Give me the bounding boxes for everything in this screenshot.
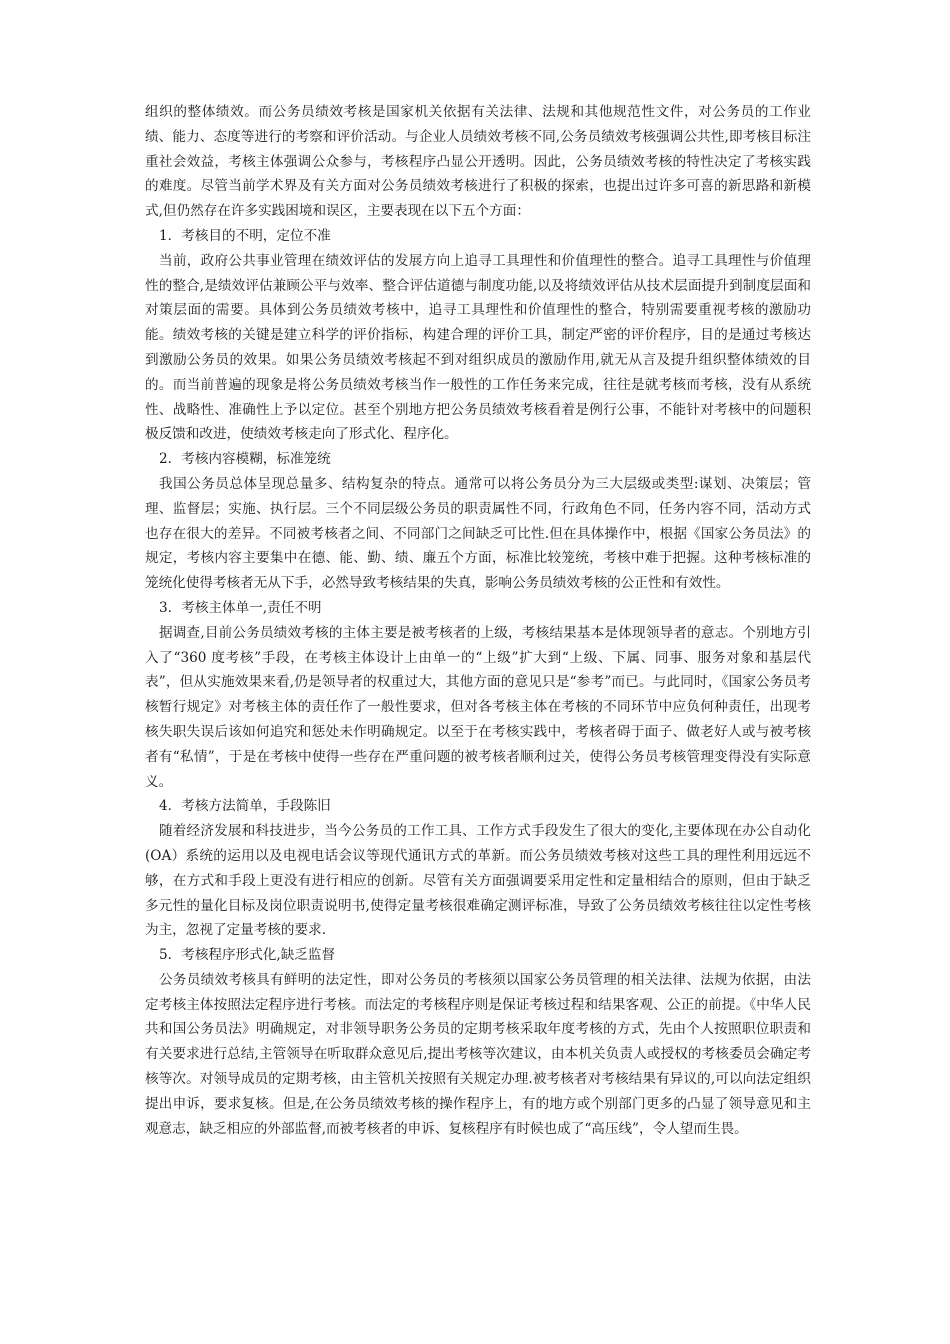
section-heading-2: 2．考核内容模糊，标准笼统	[159, 451, 331, 468]
document-page	[145, 100, 811, 1141]
section-body-5: 公务员绩效考核具有鲜明的法定性，即对公务员的考核须以国家公务员管理的相关法律、法规为依据，由法定考核主体按照法定程序进行考核。而法定的考核程序则是保证考核过程和结果客观、公正的前提。《中华人民共和国公务员法》明确规定，对非领导职务公务员的定期考核采取年度考核的方式，先由个人按照职位职责和有关要求进行总结,主管领导在听取群众意见后,提出考核等次建议，由本机关负责人或授权的考核委员会确定考核等次。对领导成员的定期考核，由主管机关按照有关规定办理.被考核者对考核结果有异议的,可以向法定组织提出申诉，要求复核。但是,在公务员绩效考核的操作程序上，有的地方或个别部门更多的凸显了领导意见和主观意志，缺乏相应的外部监督,而被考核者的申诉、复核程序有时候也成了“高压线”，令人望而生畏。	[145, 971, 811, 1137]
section-body-3: 据调查,目前公务员绩效考核的主体主要是被考核者的上级，考核结果基本是体现领导者的意志。个别地方引入了“360 度考核”手段，在考核主体设计上由单一的“上级”扩大到“上级、下属、同事、服务对象和基层代表”，但从实施效果来看,仍是领导者的权重过大，其他方面的意见只是“参考”而已。与此同时，《国家公务员考核暂行规定》对考核主体的责任作了一般性要求，但对各考核主体在考核的不同环节中应负何种责任，出现考核失职失误后该如何追究和惩处未作明确规定。以至于在考核实践中，考核者碍于面子、做老好人或与被考核者有“私情”，于是在考核中使得一些存在严重问题的被考核者顺利过关，使得公务员考核管理变得没有实际意义。	[145, 624, 811, 790]
section-heading-3: 3．考核主体单一,责任不明	[159, 599, 322, 616]
section-heading-1: 1．考核目的不明，定位不准	[159, 227, 331, 244]
section-body-4: 随着经济发展和科技进步，当今公务员的工作工具、工作方式手段发生了很大的变化,主要体现在办公自动化(OA）系统的运用以及电视电话会议等现代通讯方式的革新。而公务员绩效考核对这些工具的理性利用远远不够，在方式和手段上更没有进行相应的创新。尽管有关方面强调要采用定性和定量相结合的原则，但由于缺乏多元性的量化目标及岗位职责说明书,使得定量考核很难确定测评标准，导致了公务员绩效考核往往以定性考核为主，忽视了定量考核的要求.	[145, 823, 811, 939]
section-heading-5: 5．考核程序形式化,缺乏监督	[159, 947, 336, 964]
section-body-2: 我国公务员总体呈现总量多、结构复杂的特点。通常可以将公务员分为三大层级或类型:谋划、决策层；管理、监督层；实施、执行层。三个不同层级公务员的职责属性不同，行政角色不同，任务内容不同，活动方式也存在很大的差异。不同被考核者之间、不同部门之间缺乏可比性.但在具体操作中，根据《国家公务员法》的规定，考核内容主要集中在德、能、勤、绩、廉五个方面，标准比较笼统，考核中难于把握。这种考核标准的笼统化使得考核者无从下手，必然导致考核结果的失真，影响公务员绩效考核的公正性和有效性。	[145, 475, 811, 592]
section-body-1: 当前，政府公共事业管理在绩效评估的发展方向上追寻工具理性和价值理性的整合。追寻工具理性与价值理性的整合,是绩效评估兼顾公平与效率、整合评估道德与制度功能,以及将绩效评估从技术层面提升到制度层面和对策层面的需要。具体到公务员绩效考核中，追寻工具理性和价值理性的整合，特别需要重视考核的激励功能。绩效考核的关键是建立科学的评价指标，构建合理的评价工具，制定严密的评价程序，目的是通过考核达到激励公务员的效果。如果公务员绩效考核起不到对组织成员的激励作用,就无从言及提升组织整体绩效的目的。而当前普遍的现象是将公务员绩效考核当作一般性的工作任务来完成，往往是就考核而考核，没有从系统性、战略性、准确性上予以定位。甚至个别地方把公务员绩效考核看着是例行公事，不能针对考核中的问题积极反馈和改进，使绩效考核走向了形式化、程序化。	[145, 252, 811, 443]
section-heading-4: 4．考核方法简单，手段陈旧	[159, 798, 331, 815]
intro-paragraph: 组织的整体绩效。而公务员绩效考核是国家机关依据有关法律、法规和其他规范性文件，对公务员的工作业绩、能力、态度等进行的考察和评价活动。与企业人员绩效考核不同,公务员绩效考核强调公共性,即考核目标注重社会效益，考核主体强调公众参与，考核程序凸显公开透明。因此，公务员绩效考核的特性决定了考核实践的难度。尽管当前学术界及有关方面对公务员绩效考核进行了积极的探索，也提出过许多可喜的新思路和新模式,但仍然存在许多实践困境和误区，主要表现在以下五个方面：	[145, 104, 811, 220]
